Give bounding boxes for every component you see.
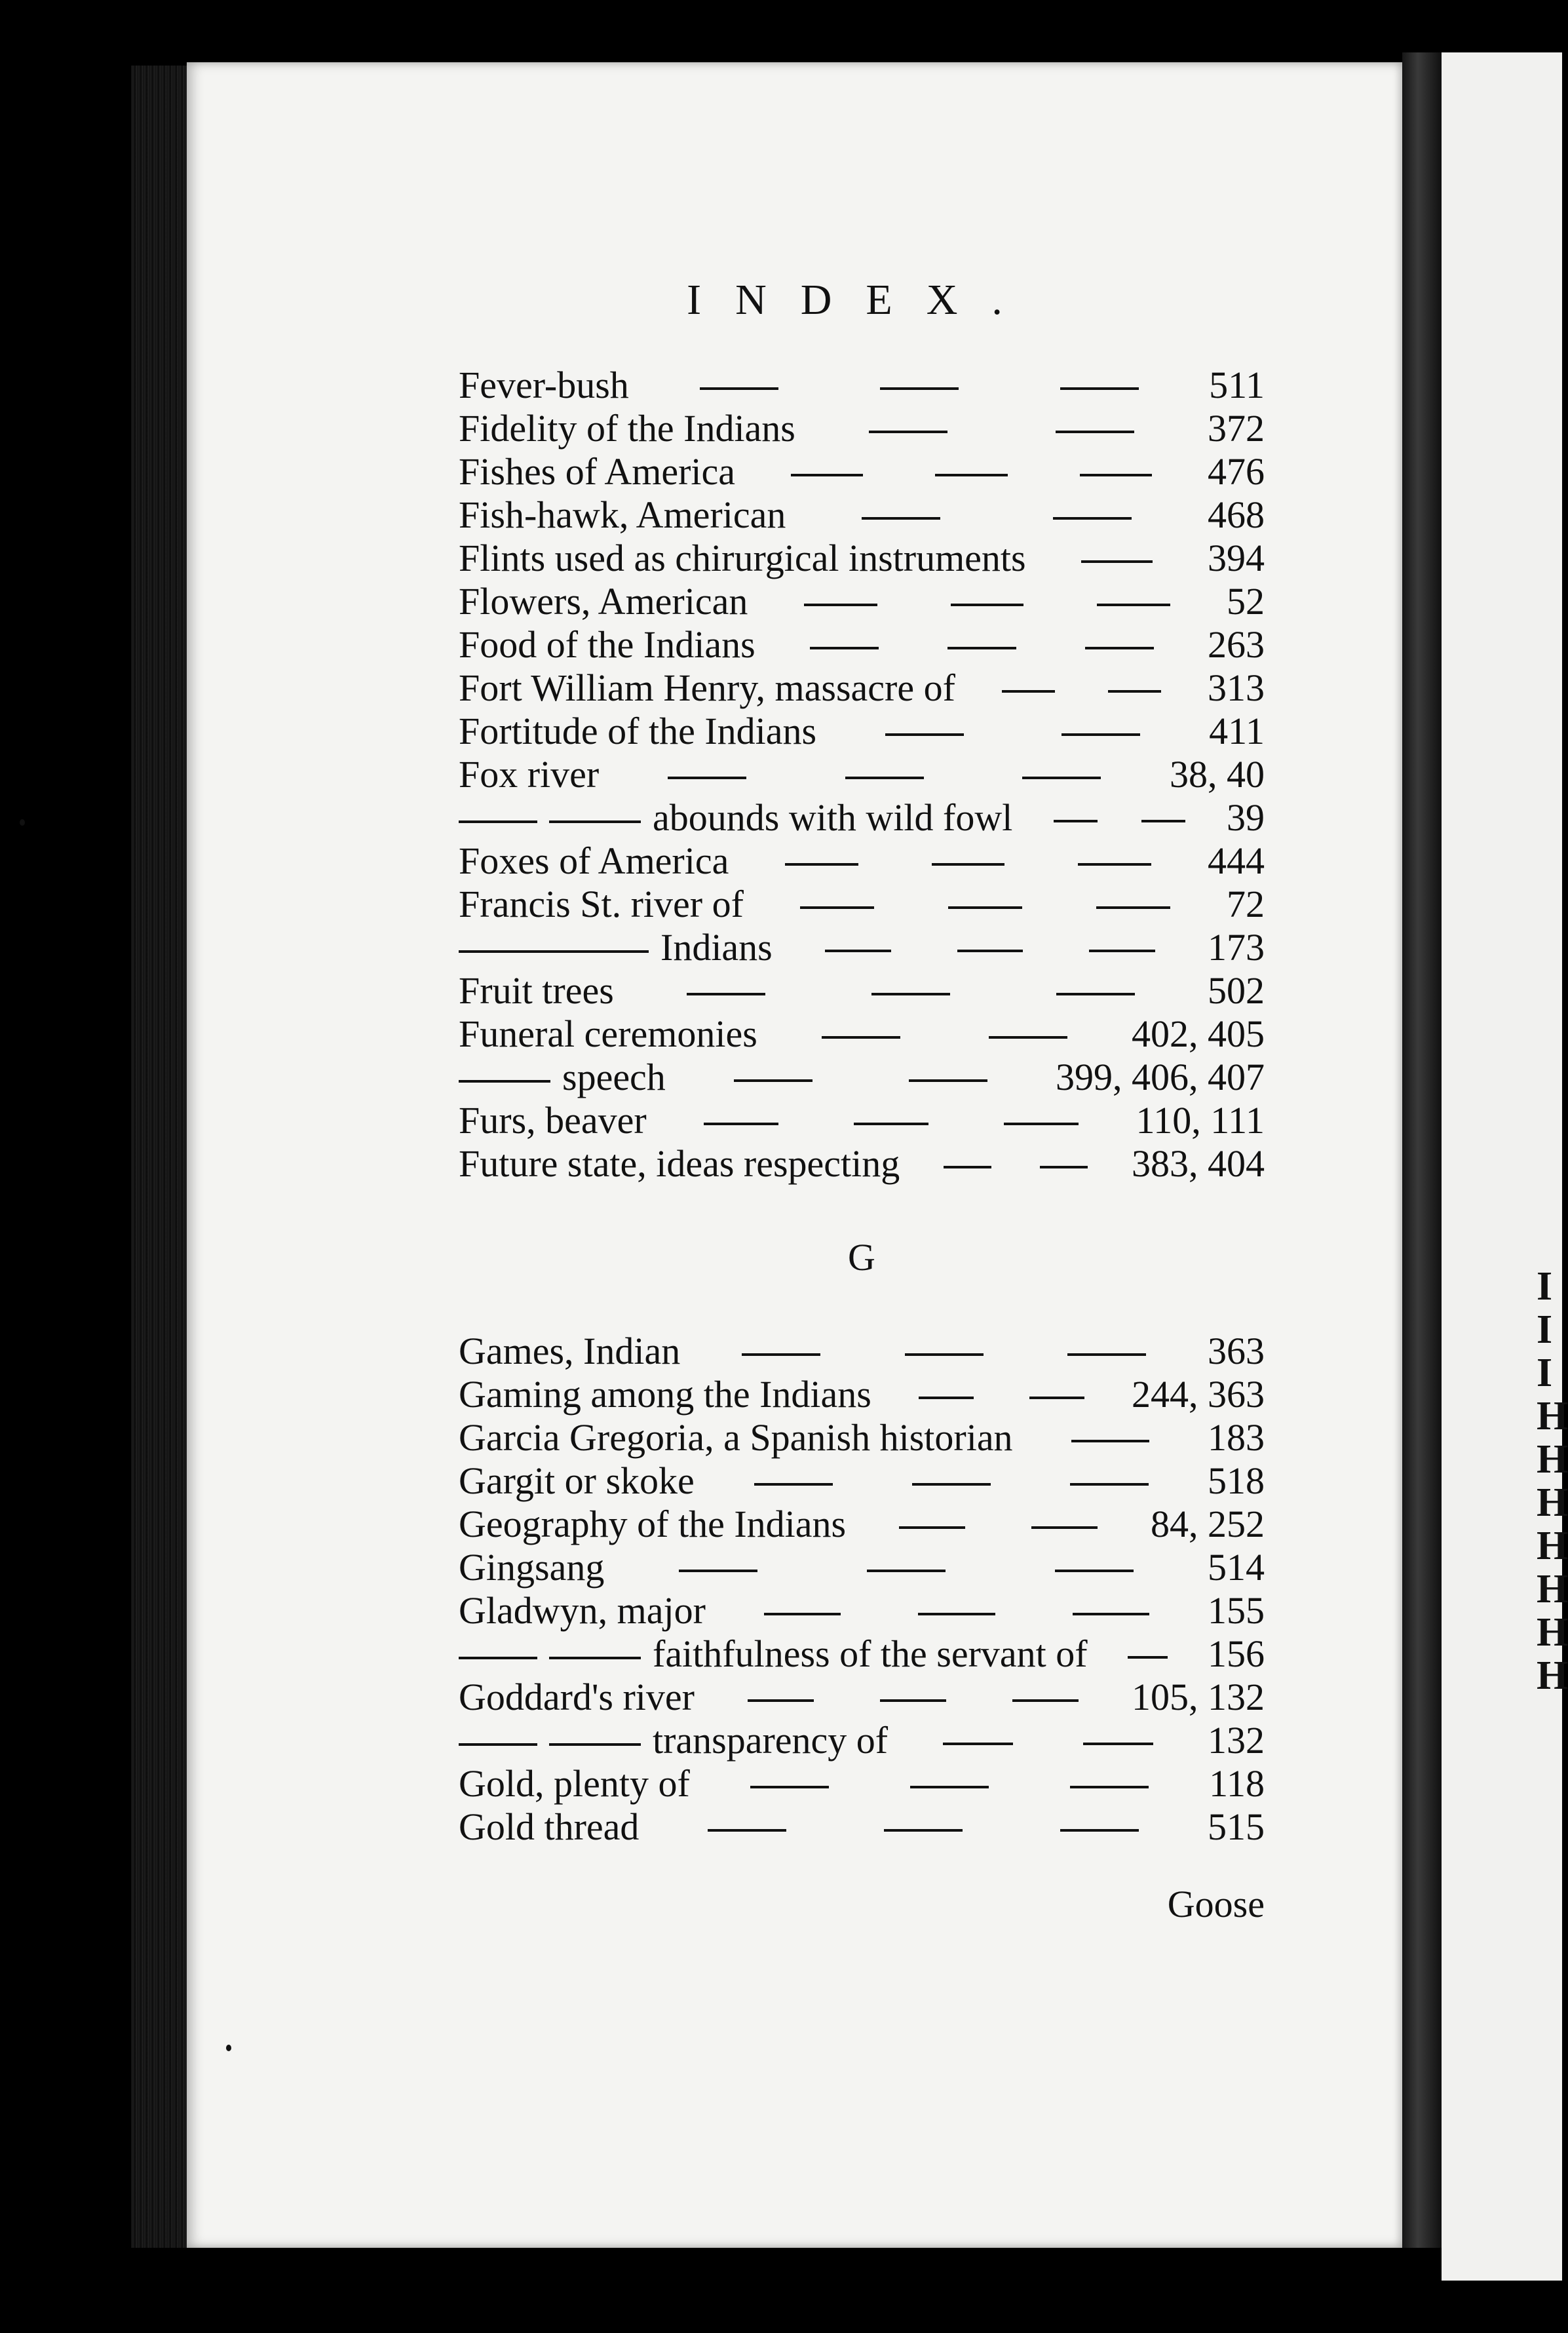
entry-page-number: 411 (1209, 710, 1265, 752)
leader-rule (679, 1570, 757, 1572)
section-g-list (459, 1330, 1265, 1849)
entry-page-number: 244, 363 (1132, 1373, 1265, 1416)
index-entry (459, 1099, 1265, 1142)
entry-label: Fever-bush (459, 364, 629, 406)
entry-label: Flowers, American (459, 580, 748, 623)
entry-page-number: 52 (1227, 580, 1265, 623)
index-entry (459, 1012, 1265, 1056)
leader-rule (1089, 950, 1155, 952)
entry-page-number: 38, 40 (1170, 753, 1265, 796)
index-entry (459, 450, 1265, 493)
leader-rule (687, 993, 765, 995)
entry-label: Future state, ideas respecting (459, 1142, 900, 1185)
leader-rule (845, 777, 924, 779)
ditto-dash (459, 1743, 537, 1746)
section-letter-g: G (848, 1236, 875, 1279)
entry-label: Flints used as chirurgical instruments (459, 537, 1026, 579)
facing-letter: I (1537, 1307, 1553, 1352)
leader-rule (1083, 1743, 1153, 1745)
index-entry (459, 796, 1265, 839)
index-entry (459, 753, 1265, 796)
leader-rule (1004, 1123, 1079, 1125)
index-entry (459, 1373, 1265, 1416)
index-entry (459, 1719, 1265, 1762)
ditto-dash (459, 950, 649, 953)
entry-label: speech (562, 1056, 666, 1098)
leader-rule (1002, 690, 1055, 693)
index-entry (459, 1503, 1265, 1546)
book-gutter (1402, 52, 1442, 2248)
entry-page-number: 105, 132 (1132, 1676, 1265, 1718)
facing-page (1442, 52, 1562, 2281)
leader-rule (1012, 1699, 1079, 1702)
leader-rule (880, 387, 959, 390)
leader-rule (1060, 1829, 1139, 1832)
ditto-dash (549, 1743, 641, 1746)
ditto-dash (549, 820, 641, 823)
entry-label: Gingsang (459, 1546, 605, 1589)
leader-rule (1070, 1786, 1149, 1788)
leader-rule (918, 1613, 995, 1615)
leader-rule (734, 1079, 813, 1082)
leader-rule (957, 950, 1023, 952)
entry-label: Fox river (459, 753, 600, 796)
entry-page-number: 468 (1208, 493, 1265, 536)
leader-rule (1128, 1656, 1168, 1659)
leader-rule (867, 1570, 946, 1572)
leader-rule (854, 1123, 928, 1125)
index-entry (459, 407, 1265, 450)
leader-rule (909, 1079, 987, 1082)
entry-page-number: 84, 252 (1151, 1503, 1265, 1545)
index-entry (459, 1805, 1265, 1849)
entry-page-number: 514 (1208, 1546, 1265, 1589)
entry-label: Fidelity of the Indians (459, 407, 795, 450)
leader-rule (869, 431, 947, 433)
entry-page-number: 132 (1208, 1719, 1265, 1762)
leader-rule (910, 1786, 989, 1788)
leader-rule (905, 1353, 984, 1356)
index-entries (459, 364, 1265, 1849)
leader-rule (810, 647, 879, 649)
index-entry (459, 1142, 1265, 1186)
entry-page-number: 502 (1208, 969, 1265, 1012)
leader-rule (1061, 733, 1140, 736)
entry-page-number: 263 (1208, 623, 1265, 666)
leader-rule (944, 1166, 992, 1168)
leader-rule (1067, 1353, 1146, 1356)
ditto-dash (459, 1080, 550, 1083)
book-edge (131, 66, 190, 2248)
entry-page-number: 363 (1208, 1330, 1265, 1372)
ditto-dash (549, 1657, 641, 1659)
leader-rule (862, 517, 940, 520)
leader-rule (764, 1613, 841, 1615)
entry-label: Gaming among the Indians (459, 1373, 871, 1416)
leader-rule (871, 993, 950, 995)
leader-rule (1096, 906, 1170, 909)
index-entry (459, 1589, 1265, 1632)
leader-rule (1141, 820, 1185, 822)
leader-rule (704, 1123, 778, 1125)
entry-label: transparency of (653, 1719, 889, 1762)
leader-rule (1085, 647, 1154, 649)
entry-page-number: 173 (1208, 926, 1265, 969)
leader-rule (1078, 863, 1151, 866)
catchword: Goose (1167, 1883, 1265, 1925)
leader-rule (885, 733, 964, 736)
leader-rule (989, 1036, 1067, 1039)
leader-rule (1081, 560, 1153, 563)
entry-label: Foxes of America (459, 839, 729, 882)
leader-rule (1055, 1570, 1134, 1572)
facing-letter: H (1537, 1610, 1568, 1655)
leader-rule (1056, 431, 1134, 433)
entry-page-number: 518 (1208, 1459, 1265, 1502)
page-title: INDEX. (687, 276, 1037, 324)
index-entry (459, 926, 1265, 969)
entry-label: Fish-hawk, American (459, 493, 786, 536)
leader-rule (748, 1699, 814, 1702)
leader-rule (1108, 690, 1161, 693)
index-entry (459, 710, 1265, 753)
scan-speck (226, 2045, 231, 2051)
index-entry (459, 580, 1265, 623)
leader-rule (750, 1786, 829, 1788)
leader-rule (1053, 517, 1132, 520)
index-entry (459, 969, 1265, 1012)
leader-rule (1080, 474, 1152, 476)
entry-label: Gladwyn, major (459, 1589, 706, 1632)
leader-rule (742, 1353, 820, 1356)
entry-page-number: 515 (1208, 1805, 1265, 1848)
entry-label: Goddard's river (459, 1676, 695, 1718)
entry-label: Food of the Indians (459, 623, 755, 666)
leader-rule (1056, 993, 1135, 995)
index-entry (459, 1676, 1265, 1719)
leader-rule (1022, 777, 1101, 779)
leader-rule (754, 1483, 833, 1486)
entry-page-number: 402, 405 (1132, 1012, 1265, 1055)
index-entry (459, 883, 1265, 926)
index-entry (459, 1632, 1265, 1676)
leader-rule (935, 474, 1007, 476)
entry-page-number: 394 (1208, 537, 1265, 579)
entry-page-number: 511 (1209, 364, 1265, 406)
leader-rule (919, 1397, 974, 1399)
entry-label: abounds with wild fowl (653, 796, 1013, 839)
entry-page-number: 118 (1209, 1762, 1265, 1805)
entry-page-number: 110, 111 (1136, 1099, 1265, 1142)
index-entry (459, 623, 1265, 666)
entry-label: Fortitude of the Indians (459, 710, 817, 752)
leader-rule (912, 1483, 991, 1486)
index-entry (459, 537, 1265, 580)
ditto-dash (459, 820, 537, 823)
leader-rule (785, 863, 858, 866)
leader-rule (1040, 1166, 1088, 1168)
leader-rule (1054, 820, 1098, 822)
entry-page-number: 313 (1208, 666, 1265, 709)
entry-page-number: 156 (1208, 1632, 1265, 1675)
leader-rule (932, 863, 1005, 866)
leader-rule (884, 1829, 963, 1832)
leader-rule (1097, 604, 1170, 606)
leader-rule (1073, 1613, 1150, 1615)
leader-rule (668, 777, 746, 779)
entry-label: Gold thread (459, 1805, 640, 1848)
leader-rule (1029, 1397, 1084, 1399)
entry-label: Francis St. river of (459, 883, 744, 925)
leader-rule (948, 906, 1022, 909)
leader-rule (951, 604, 1024, 606)
entry-page-number: 476 (1208, 450, 1265, 493)
entry-label: Games, Indian (459, 1330, 681, 1372)
index-entry (459, 1459, 1265, 1503)
facing-letter: H (1537, 1653, 1568, 1698)
leader-rule (947, 647, 1016, 649)
index-entry (459, 839, 1265, 883)
facing-letter: H (1537, 1524, 1568, 1568)
entry-label: Gargit or skoke (459, 1459, 695, 1502)
ditto-dash (459, 1657, 537, 1659)
facing-letter: H (1537, 1567, 1568, 1611)
leader-rule (1070, 1483, 1149, 1486)
leader-rule (825, 950, 891, 952)
facing-letter: H (1537, 1437, 1568, 1482)
entry-label: Fort William Henry, massacre of (459, 666, 955, 709)
entry-label: Indians (660, 926, 773, 969)
entry-page-number: 39 (1227, 796, 1265, 839)
leader-rule (1031, 1526, 1098, 1529)
leader-rule (1060, 387, 1139, 390)
section-f-list (459, 364, 1265, 1186)
entry-page-number: 399, 406, 407 (1056, 1056, 1265, 1098)
leader-rule (899, 1526, 965, 1529)
entry-page-number: 72 (1227, 883, 1265, 925)
entry-page-number: 155 (1208, 1589, 1265, 1632)
facing-letter: I (1537, 1351, 1553, 1395)
facing-letter: H (1537, 1394, 1568, 1438)
entry-label: Furs, beaver (459, 1099, 647, 1142)
leader-rule (791, 474, 863, 476)
entry-page-number: 383, 404 (1132, 1142, 1265, 1185)
leader-rule (822, 1036, 900, 1039)
leader-rule (708, 1829, 786, 1832)
entry-page-number: 372 (1208, 407, 1265, 450)
leader-rule (700, 387, 778, 390)
index-entry (459, 1546, 1265, 1589)
leader-rule (1071, 1440, 1149, 1442)
entry-label: Funeral ceremonies (459, 1012, 757, 1055)
leader-rule (943, 1743, 1013, 1745)
entry-label: Fishes of America (459, 450, 736, 493)
leader-rule (804, 604, 877, 606)
index-entry (459, 1416, 1265, 1459)
entry-label: Gold, plenty of (459, 1762, 690, 1805)
facing-letter: H (1537, 1480, 1568, 1525)
index-entry (459, 493, 1265, 537)
entry-label: Geography of the Indians (459, 1503, 847, 1545)
index-entry (459, 1056, 1265, 1099)
entry-label: faithfulness of the servant of (653, 1632, 1088, 1675)
leader-rule (800, 906, 874, 909)
index-entry (459, 666, 1265, 710)
leader-rule (880, 1699, 946, 1702)
index-entry (459, 1330, 1265, 1373)
facing-letter: I (1537, 1264, 1553, 1309)
entry-page-number: 183 (1208, 1416, 1265, 1459)
entry-label: Garcia Gregoria, a Spanish historian (459, 1416, 1013, 1459)
index-entry (459, 1762, 1265, 1805)
index-entry (459, 364, 1265, 407)
scan-speck (20, 819, 25, 826)
entry-page-number: 444 (1208, 839, 1265, 882)
entry-label: Fruit trees (459, 969, 614, 1012)
facing-page-letters (1537, 1265, 1568, 1697)
